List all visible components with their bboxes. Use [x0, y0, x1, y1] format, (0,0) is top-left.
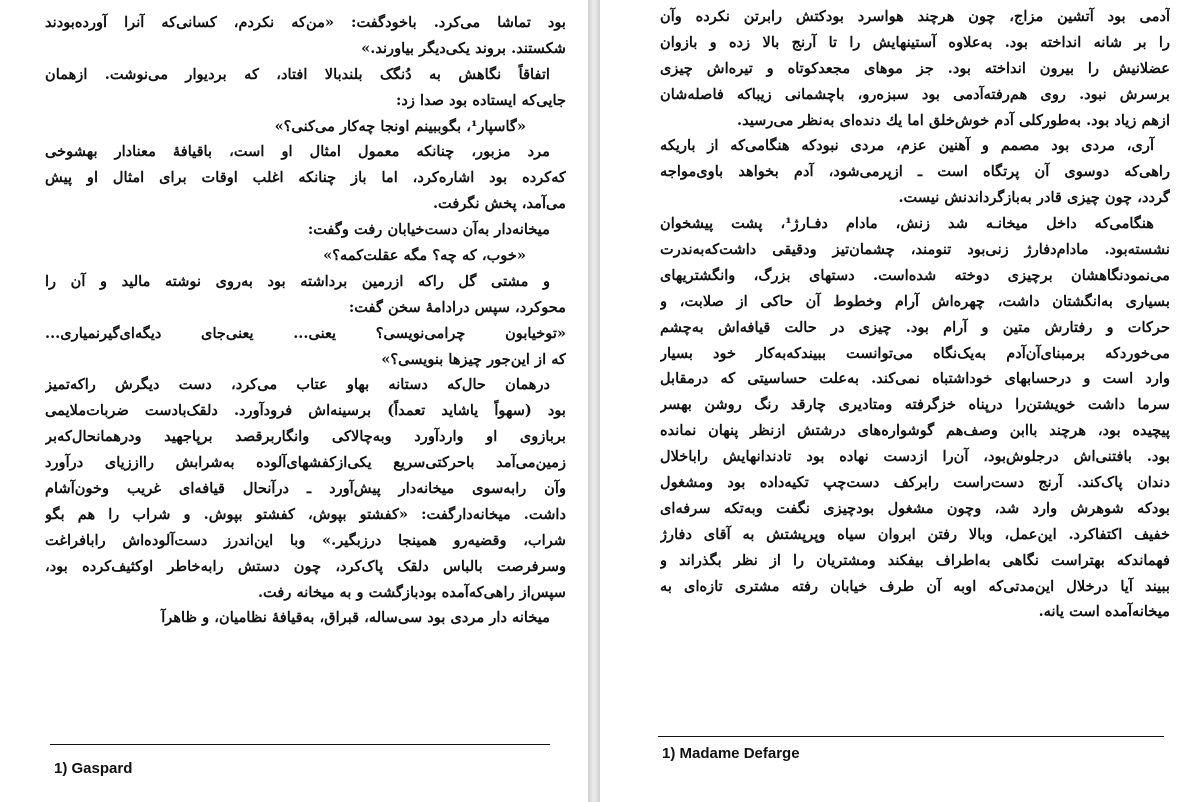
text-line: «خوب، که چه؟ مگه عقلت‌کمه؟»	[323, 247, 526, 265]
text-line: «توخیابون چرامی‌نویسی؟ یعنی... یعنی‌جای دیگه‌ای‌گیرنمیاری...	[45, 324, 566, 342]
text-line: پیچیده بود، هرچند باابن وصف‌هم گوشواره‌های درشتش ازنظر پنهان نمانده	[660, 422, 1170, 440]
text-line: مرد مزبور، چنانکه معمول امثال او است، باقیافهٔ معنادار بهشوخی	[45, 143, 550, 161]
right-page	[600, 0, 1202, 802]
text-line: ببیند آیا درخلال این‌مدتی‌که اوبه آن طرف خیابان رفته مشتری تازه‌ای به	[660, 577, 1170, 595]
text-line: نشسته‌بود. مادام‌دفارژ زنی‌بود تنومند، چشمان‌تیز ودقیقی داشت‌که‌به‌ندرت	[660, 241, 1170, 259]
footnote-gaspard: 1) Gaspard	[54, 760, 133, 777]
text-line: داشت. میخانه‌دارگفت: «کفشتو بپوش، کفشتو بپوش. و شراب را هم بگو	[45, 505, 566, 523]
text-line: هنگامی‌که داخل میخانـه شد زنش، مادام دفـارژ¹، پشت پیشخوان	[660, 215, 1154, 233]
text-line: می‌نمودنگاهشان برچیزی دوخته شده‌است. دستهای بزرگ، وانگشتریهای	[660, 266, 1170, 284]
text-line: حرکات و رفتارش متین و آرام بود. چیزی در حالت قیافه‌اش به‌چشم	[660, 318, 1170, 336]
text-line: «گاسپار¹، بگوببینم اونجا چه‌کار می‌کنی؟»	[274, 117, 526, 135]
text-line: سپس‌از راهی‌که‌آمده بودبازگشت و به میخانه رفت.	[257, 583, 566, 601]
text-line: را بر شانه انداخته بود. به‌علاوه آستینهایش را تا آرنج بالا زده و بازوان	[660, 33, 1170, 51]
text-line: بود تماشا می‌کرد. باخودگفت: «من‌که نکردم، کسانی‌که آنرا آورده‌بودند	[45, 14, 566, 31]
text-line: محوکرد، سپس درادامهٔ سخن گفت:	[348, 298, 566, 316]
text-line: آدمی بود آتشین مزاج، چون هرچند هواسرد بودکتش رابرتن نکرده وآن	[660, 8, 1170, 25]
text-line: زمین‌می‌آمد باحرکتی‌سریع یکی‌ازکفشهای‌آلوده به‌شرابش رااززیای درآورد	[45, 454, 566, 472]
text-line: جایی‌که ایستاده بود صدا زد:	[395, 91, 566, 109]
footnote-madame-defarge: 1) Madame Defarge	[662, 745, 800, 762]
text-line: بود. بافتنی‌اش درجلوش‌بود، آن‌را ازدست نهاده بود تادندانهایش رابا‌خلال	[660, 448, 1170, 466]
text-line: خفیف اکتفاکرد. این‌عمل، وبالا رفتن ابروان سیاه وپرپشتش به آقای دفارژ	[660, 525, 1170, 543]
text-line: وسرفرصت بالباس دلقک پاک‌کرد، چون دستش رابه‌خاطر اوکثیف‌کرده بود،	[45, 557, 566, 575]
text-line: وارد است و درحسابهای خوداشتباه نمی‌کند. به‌علت حساسیتی که درمقابل	[660, 370, 1170, 388]
text-line: می‌آمد، پخش نگرفت.	[432, 195, 566, 213]
text-line: درهمان حال‌که دستانه بهاو عتاب می‌کرد، دست دیگرش راکه‌تمیز	[45, 376, 550, 394]
text-line: گردد، چون چیزی قادر به‌بازگرداندنش نیست.	[898, 189, 1170, 207]
text-line: که از این‌جور چیزها بنویسی؟»	[381, 350, 566, 368]
text-line: دندان پاک‌کند. آرنج دست‌راست رابرکف دست‌چپ تکیه‌داده بود ومشغول	[660, 474, 1170, 492]
footnote-divider	[50, 744, 550, 745]
left-page-text	[45, 10, 566, 631]
book-gutter	[588, 0, 600, 802]
left-page	[0, 0, 588, 802]
text-line: که‌کرده بود اشاره‌کرد، اما باز چنانکه اغلب اوقات برای امثال او پیش	[45, 169, 566, 187]
text-line: عضلانیش را بیرون انداخته بود. جز موهای مجعدکوتاه و تیره‌اش چیزی	[660, 59, 1170, 77]
text-line: بربازوی او واردآورد وبه‌چالاکی وانگاربرقصد برپاجهید ودرهمانحال‌که‌بر	[45, 428, 566, 446]
text-line: راهی‌که دوسوی آن پرتگاه است ـ ازپرمی‌شود، آدم بخواهد باوی‌مواجه	[660, 163, 1170, 181]
text-line: میخانه‌دار به‌آن دست‌خیابان رفت وگفت:	[307, 221, 550, 239]
text-line: شراب، وقضیه‌رو همینجا درزبگیر.» وبا این‌اندرز دست‌آلوده‌اش رابافراغت	[45, 531, 566, 549]
text-line: اتفاقاً نگاهش به دُنگک بلندبالا افتاد، که بردیوار می‌نوشت. ازهمان	[45, 65, 550, 83]
right-page-text	[660, 4, 1170, 625]
text-line: می‌خوردکه برمبنای‌آن‌آدم به‌یک‌نگاه می‌توانست ببیندکه‌به‌کار خود بسیار	[660, 344, 1170, 362]
text-line: میخانه دار مردی بود سی‌ساله، قبراق، به‌قیافهٔ نظامیان، و ظاهرآ	[161, 609, 550, 627]
text-line: میخانه‌آمده است یانه.	[1038, 603, 1170, 621]
text-line: ازهم زیاد بود. به‌طورکلی آدم خوش‌خلق اما یك دنده‌ای به‌نظر می‌رسید.	[737, 111, 1170, 129]
text-line: بسیاری به‌انگشتان داشت، چهره‌اش آرام وخطوط آن حاکی از صلابت، و	[660, 292, 1170, 310]
text-line: بودکه شوهرش وارد شد، وچون مشغول بودچیزی نگفت وبه‌تکه سرفه‌ای	[660, 499, 1170, 517]
text-line: بود (سهواً یاشاید تعمداً) برسینه‌اش فرودآورد. دلقک‌بادست ضربات‌ملایمی	[45, 402, 566, 420]
text-line: سرما داشت خویشتن‌را درپناه خزگرفته ومتادیری چارقد رنگ روشن بهسر	[660, 396, 1170, 414]
text-line: فهماندکه بهتراست نگاهی به‌اطراف بیفکند ومشتریان را از نظر بگذراند و	[660, 551, 1170, 569]
footnote-divider	[658, 736, 1164, 737]
text-line: آری، مردی بود مصمم و آهنین عزم، مردی نبودکه هنگامی‌که از باریکه	[660, 137, 1154, 155]
text-line: برسرش نبود. روی هم‌رفته‌آدمی بود سبزه‌رو، باچشمانی زیباکه فاصله‌شان	[660, 85, 1170, 103]
text-line: و مشتی گل راکه ازرمین برداشته بود به‌روی نوشته مالید و آن را	[45, 272, 550, 290]
text-line: شکستند. بروند یکی‌دیگر بیاورند.»	[361, 39, 566, 57]
text-line: وآن رابه‌سوی میخانه‌دار پیش‌آورد ـ درآنحال قیافه‌ای غریب وخون‌آشام	[45, 480, 566, 498]
